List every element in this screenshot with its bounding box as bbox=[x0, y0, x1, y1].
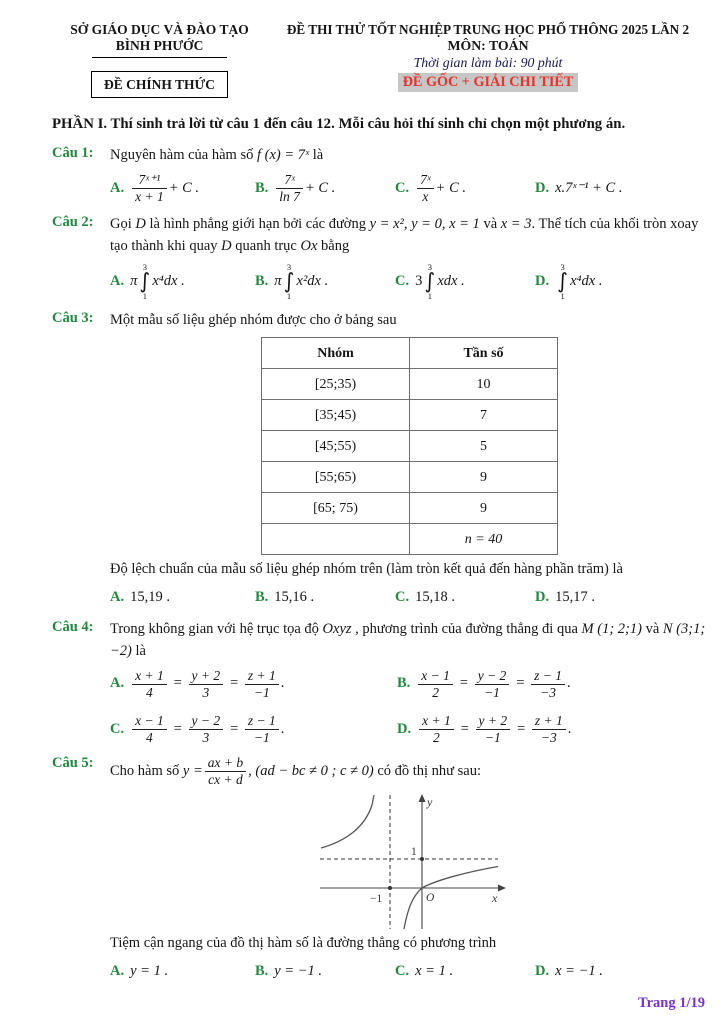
exam-note-highlight: ĐỀ GỐC + GIẢI CHI TIẾT bbox=[398, 73, 579, 92]
official-exam-box: ĐỀ CHÍNH THỨC bbox=[91, 71, 228, 98]
integral: 3 ∫ 1 bbox=[283, 261, 295, 302]
question-5 bbox=[52, 755, 709, 983]
option-b-label: B. bbox=[255, 179, 269, 196]
fraction: $\frac{y + 2}{3}$ bbox=[189, 668, 224, 701]
question-4-body bbox=[110, 619, 709, 746]
col-header-group: Nhóm bbox=[262, 338, 410, 369]
province-line bbox=[52, 38, 267, 58]
option-d bbox=[535, 176, 709, 200]
fraction: $\frac{x - 1}{2}$ bbox=[418, 668, 453, 701]
integral: 3 ∫ 1 bbox=[139, 261, 151, 302]
option-c: C. 3 3 ∫ 1 xdx . bbox=[395, 261, 465, 302]
option-c: C. $\frac{x - 1}{4}$ = $\frac{y - 2}{3}$ = $\frac{z - 1}{-1}$ . bbox=[110, 712, 285, 746]
table-row: [65; 75) 9 bbox=[262, 493, 558, 524]
part1-heading: PHẦN I. Thí sinh trả lời từ câu 1 đến câu 12. Mỗi câu hỏi thí sinh chỉ chọn một phương án. bbox=[52, 116, 626, 132]
department-name: SỞ GIÁO DỤC VÀ ĐÀO TẠO bbox=[70, 22, 249, 37]
q1-text: Nguyên hàm của hàm số bbox=[110, 147, 257, 163]
option-d: D. 15,17 . bbox=[535, 589, 595, 606]
option-a: A. π 3 ∫ 1 x⁴dx . bbox=[110, 261, 185, 302]
option-d-value: x.7ˣ⁻¹ + C . bbox=[555, 179, 623, 196]
option-b-suffix: + C . bbox=[304, 179, 336, 196]
y-axis-arrow bbox=[419, 794, 426, 802]
fraction: $\frac{x - 1}{4}$ bbox=[132, 713, 167, 746]
option-b: B. y = −1 . bbox=[255, 962, 323, 979]
question-3-options bbox=[110, 586, 709, 610]
question-2-body bbox=[110, 214, 709, 300]
option-d: D. x = −1 . bbox=[535, 962, 603, 979]
question-3-text2: Độ lệch chuẩn của mẫu số liệu ghép nhóm trên (làm tròn kết quả đến hàng phần trăm) là bbox=[110, 561, 623, 578]
question-4 bbox=[52, 619, 709, 746]
function-graph bbox=[312, 791, 507, 931]
question-1-options bbox=[110, 172, 709, 205]
fraction: $\frac{z + 1}{-3}$ bbox=[532, 713, 566, 746]
x-tick-label: −1 bbox=[370, 892, 383, 905]
option-c: C. x = 1 . bbox=[395, 962, 454, 979]
table-row: [55;65) 9 bbox=[262, 462, 558, 493]
option-a-suffix: + C . bbox=[168, 179, 200, 196]
q1-math: f (x) = 7ˣ bbox=[256, 147, 310, 163]
page-number: Trang 1/19 bbox=[638, 995, 705, 1012]
x-axis-arrow bbox=[498, 884, 506, 891]
question-5-body bbox=[110, 755, 709, 983]
option-d-label: D. bbox=[535, 179, 550, 196]
integral-symbol: ∫ bbox=[557, 269, 569, 294]
frequency-table bbox=[261, 337, 558, 555]
highlight-line bbox=[267, 71, 709, 92]
integral-symbol: ∫ bbox=[424, 269, 436, 294]
question-1-number: Câu 1: bbox=[52, 145, 94, 161]
option-d: D. $\frac{x + 1}{2}$ = $\frac{y + 2}{-1}$ = $\frac{z + 1}{-3}$ . bbox=[397, 712, 572, 746]
table-row: [35;45) 7 bbox=[262, 400, 558, 431]
q1-text-after: là bbox=[309, 147, 324, 163]
fraction: $\frac{z - 1}{-1}$ bbox=[245, 713, 279, 746]
question-4-number: Câu 4: bbox=[52, 619, 94, 636]
question-4-text: Trong không gian với hệ trục tọa độ Oxyz , phương trình của đường thẳng đi qua M (1; 2;1) và N (3;1; −2) là bbox=[110, 621, 706, 659]
fraction: $\frac{ax + b}{cx + d}$ bbox=[205, 755, 246, 788]
option-a: A. y = 1 . bbox=[110, 962, 169, 979]
header-right bbox=[267, 22, 709, 98]
option-c-suffix: + C . bbox=[435, 179, 467, 196]
point-minus-one bbox=[388, 886, 392, 890]
province-name: BÌNH PHƯỚC bbox=[92, 38, 228, 58]
fraction: $\frac{\text{7ˣ}}{x}$ bbox=[417, 172, 434, 205]
option-a: A. 15,19 . bbox=[110, 589, 170, 606]
origin-label: O bbox=[426, 891, 435, 904]
table-total-row: n = 40 bbox=[262, 524, 558, 555]
question-3-body bbox=[110, 310, 709, 611]
option-a-label: A. bbox=[110, 179, 125, 196]
exam-title: ĐỀ THI THỬ TỐT NGHIỆP TRUNG HỌC PHỔ THÔNG 2025 LẦN 2 bbox=[286, 22, 690, 37]
option-c bbox=[395, 172, 535, 205]
question-5-options bbox=[110, 959, 709, 983]
fraction: $\frac{z + 1}{-1}$ bbox=[245, 668, 279, 701]
option-b bbox=[255, 172, 395, 205]
header bbox=[52, 22, 709, 98]
question-5-text: Cho hàm số y = $\frac{ax + b}{cx + d}$ , (ad − bc ≠ 0 ; c ≠ 0) có đồ thị như sau: bbox=[110, 755, 482, 788]
table-row: [45;55) 5 bbox=[262, 431, 558, 462]
question-1-body bbox=[110, 145, 709, 205]
fraction: $\frac{x + 1}{4}$ bbox=[132, 668, 167, 701]
fraction: $\frac{x + 1}{2}$ bbox=[419, 713, 454, 746]
question-2-text: Gọi D là hình phẳng giới hạn bởi các đường y = x², y = 0, x = 1 và x = 3. Thể tích của khối tròn xoay tạo thành khi quay D quanh trục Ox bằng bbox=[110, 216, 699, 254]
function-graph-wrap bbox=[110, 791, 709, 931]
frequency-table-wrap bbox=[110, 337, 709, 555]
header-left bbox=[52, 22, 267, 98]
question-3-text: Một mẫu số liệu ghép nhóm được cho ở bảng sau bbox=[110, 311, 397, 328]
option-a bbox=[110, 172, 255, 205]
question-3 bbox=[52, 310, 709, 611]
y-axis-label: y bbox=[427, 794, 433, 809]
fraction: $\frac{y - 2}{3}$ bbox=[189, 713, 224, 746]
question-4-options bbox=[110, 668, 709, 747]
question-5-number: Câu 5: bbox=[52, 755, 94, 772]
option-c-label: C. bbox=[395, 179, 410, 196]
question-5-text2: Tiệm cận ngang của đồ thị hàm số là đường thẳng có phương trình bbox=[110, 934, 497, 951]
fraction: $\frac{\text{7ˣ}}{\ln 7}$ bbox=[276, 172, 303, 205]
curve-right-branch bbox=[404, 866, 498, 929]
question-1 bbox=[52, 145, 709, 205]
x-axis-label: x bbox=[492, 890, 498, 905]
question-2 bbox=[52, 214, 709, 300]
fraction: $\frac{z - 1}{-3}$ bbox=[531, 668, 565, 701]
fraction: $\frac{y - 2}{-1}$ bbox=[475, 668, 510, 701]
option-c: C. 15,18 . bbox=[395, 589, 455, 606]
table-header-row bbox=[262, 338, 558, 369]
table-row: [25;35) 10 bbox=[262, 369, 558, 400]
integral: 3 ∫ 1 bbox=[424, 261, 436, 302]
exam-duration: Thời gian làm bài: 90 phút bbox=[413, 55, 563, 70]
question-3-number: Câu 3: bbox=[52, 309, 94, 326]
col-header-frequency: Tần số bbox=[410, 338, 558, 369]
y-tick-label: 1 bbox=[411, 845, 417, 858]
integral-symbol: ∫ bbox=[139, 269, 151, 294]
question-2-options bbox=[110, 263, 709, 301]
question-1-text bbox=[110, 145, 709, 167]
option-d: D. 3 ∫ 1 x⁴dx . bbox=[535, 261, 603, 302]
point-one bbox=[420, 857, 424, 861]
fraction: $\frac{y + 2}{-1}$ bbox=[476, 713, 511, 746]
exam-subject: MÔN: TOÁN bbox=[447, 38, 529, 53]
integral-symbol: ∫ bbox=[283, 269, 295, 294]
option-b: B. 15,16 . bbox=[255, 589, 315, 606]
option-b: B. π 3 ∫ 1 x²dx . bbox=[255, 261, 329, 302]
option-a: A. $\frac{x + 1}{4}$ = $\frac{y + 2}{3}$ = $\frac{z + 1}{-1}$ . bbox=[110, 667, 285, 700]
integral: 3 ∫ 1 bbox=[557, 261, 569, 302]
question-2-number: Câu 2: bbox=[52, 214, 94, 231]
option-b: B. $\frac{x - 1}{2}$ = $\frac{y - 2}{-1}$ = $\frac{z - 1}{-3}$ . bbox=[397, 667, 571, 700]
fraction: $\frac{\text{7ˣ⁺¹}}{x + 1}$ bbox=[132, 172, 167, 205]
curve-left-branch bbox=[321, 795, 374, 848]
